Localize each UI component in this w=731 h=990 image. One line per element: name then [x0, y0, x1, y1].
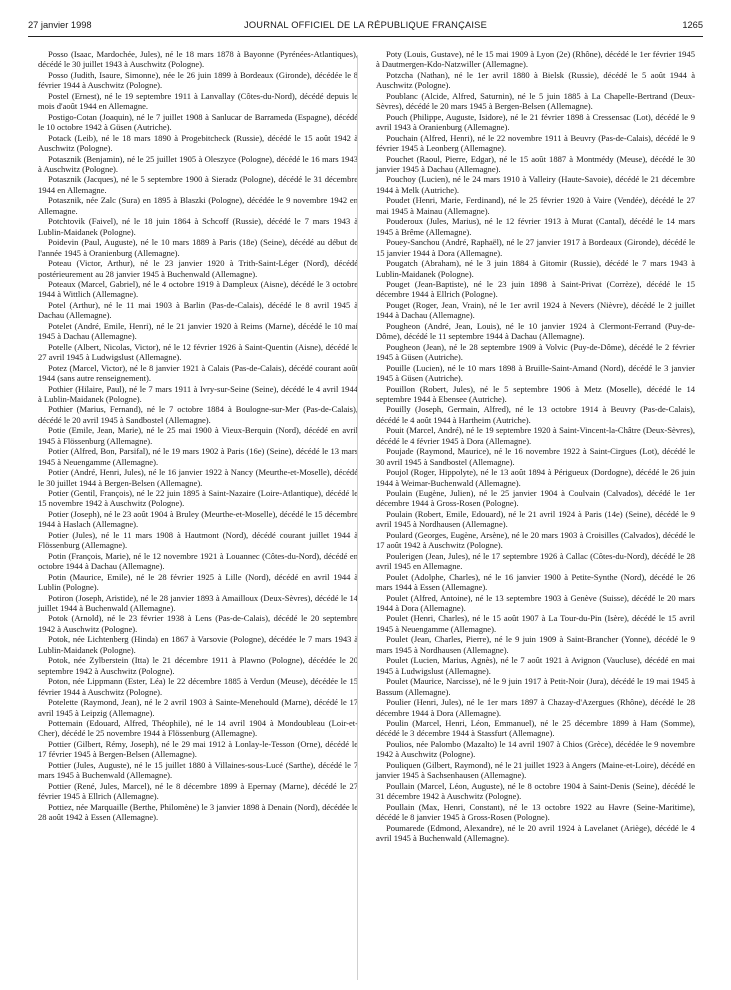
list-item: Poulin (Marcel, Henri, Léon, Emmanuel), né le 25 décembre 1899 à Ham (Somme), décédé le 3 décembre 1944 à Stassfurt (Allemagne). [376, 718, 695, 739]
list-item: Potez (Marcel, Victor), né le 8 janvier 1921 à Calais (Pas-de-Calais), décédé courant août 1944 (sans autre renseignement). [38, 362, 358, 384]
list-item: Postigo-Cotan (Joaquin), né le 7 juillet 1908 à Sanlucar de Barrameda (Espagne), décédé le 10 octobre 1942 à Güsen (Autriche). [38, 111, 358, 133]
list-item: Pouget (Roger, Jean, Vrain), né le 1er avril 1924 à Nevers (Nièvre), décédé le 2 juillet 1944 à Dachau (Allemagne). [376, 299, 695, 321]
list-item: Potasznik, née Zalc (Sura) en 1895 à Blaszki (Pologne), décédée le 9 novembre 1942 en Allemagne. [38, 195, 358, 216]
list-item: Poulet (Jean, Charles, Pierre), né le 9 juin 1909 à Saint-Brancher (Yonne), décédé le 9 mars 1945 à Nordhausen (Allemagne). [376, 634, 695, 655]
list-item: Postel (Ernest), né le 19 septembre 1911 à Lanvallay (Côtes-du-Nord), décédé depuis le mois d'août 1944 en Allemagne. [38, 90, 358, 112]
list-item: Poulain (Eugène, Julien), né le 25 janvier 1904 à Coulvain (Calvados), décédé le 1er décembre 1944 à Gross-Rosen (Pologne). [376, 488, 695, 509]
list-item: Poulerigen (Jean, Jules), né le 17 septembre 1926 à Callac (Côtes-du-Nord), décédé le 28 avril 1945 en Allemagne. [376, 550, 695, 572]
list-item: Pougheon (Jean), né le 28 septembre 1909 à Volvic (Puy-de-Dôme), décédé le 2 février 1945 à Güsen (Autriche). [376, 341, 695, 363]
list-item: Pouchoy (Lucien), né le 24 mars 1910 à Valleiry (Haute-Savoie), décédé le 21 décembre 1944 à Melk (Autriche). [376, 174, 695, 195]
list-item: Pouderoux (Jules, Marius), né le 12 février 1913 à Murat (Cantal), décédé le 14 mars 1945 à Brême (Allemagne). [376, 216, 695, 237]
list-item: Posso (Judith, Isaure, Simonne), née le 26 juin 1899 à Bordeaux (Gironde), décédée le 8 février 1944 à Auschwitz (Pologne). [38, 69, 358, 91]
left-column [38, 49, 358, 823]
list-item: Poullain (Max, Henri, Constant), né le 13 octobre 1922 au Havre (Seine-Maritime), décédé le 8 janvier 1945 à Gross-Rosen (Pologne). [376, 801, 695, 823]
list-item: Pothier (Marius, Fernand), né le 7 octobre 1884 à Boulogne-sur-Mer (Pas-de-Calais), décédé le 20 avril 1945 à Sandbostel (Allemagne). [38, 404, 358, 425]
list-item: Pougheon (André, Jean, Louis), né le 10 janvier 1924 à Clermont-Ferrand (Puy-de-Dôme), décédé le 11 septembre 1944 à Dachau (Allemagne). [376, 320, 695, 342]
list-item: Potier (Gentil, François), né le 22 juin 1895 à Saint-Nazaire (Loire-Atlantique), décédé le 15 novembre 1942 à Auschwitz (Pologne). [38, 488, 358, 509]
list-item: Poidevin (Paul, Auguste), né le 10 mars 1889 à Paris (18e) (Seine), décédé au début de l'année 1945 à Oranienburg (Allemagne). [38, 237, 358, 258]
list-item: Poulard (Georges, Eugène, Arsène), né le 20 mars 1903 à Croisilles (Calvados), décédé le 17 août 1942 à Auschwitz (Pologne). [376, 529, 695, 551]
list-item: Poublanc (Alcide, Alfred, Saturnin), né le 5 juin 1885 à La Chapelle-Bertrand (Deux-Sèvres), décédé le 20 mars 1945 à Bergen-Belsen (Allemagne). [376, 90, 695, 112]
list-item: Poteaux (Marcel, Gabriel), né le 4 octobre 1919 à Dampleux (Aisne), décédé le 3 octobre 1944 à Wittlich (Allemagne). [38, 278, 358, 300]
list-item: Pottier (Gilbert, Rémy, Joseph), né le 29 mai 1912 à Lonlay-le-Tesson (Orne), décédé le 17 février 1945 à Bergen-Belsen (Allemagne). [38, 738, 358, 760]
list-item: Posso (Isaac, Mardochée, Jules), né le 18 mars 1878 à Bayonne (Pyrénées-Atlantiques), décédé le 30 juillet 1943 à Auschwitz (Pologne). [38, 49, 358, 70]
list-item: Potier (André, Henri, Jules), né le 16 janvier 1922 à Nancy (Meurthe-et-Moselle), décédé le 30 juillet 1944 à Bergen-Belsen (Allemagne). [38, 467, 358, 488]
list-item: Potack (Leib), né le 18 mars 1890 à Progebitcheck (Russie), décédé le 15 août 1942 à Auschwitz (Pologne). [38, 132, 358, 154]
list-item: Pougatch (Abraham), né le 3 juin 1884 à Gitomir (Russie), décédé le 7 mars 1943 à Lublin-Maidanek (Pologne). [376, 258, 695, 279]
list-item: Potzcha (Nathan), né le 1er avril 1880 à Bielsk (Russie), décédé le 5 août 1944 à Auschwitz (Pologne). [376, 69, 695, 91]
list-item: Poulet (Maurice, Narcisse), né le 9 juin 1917 à Petit-Noir (Jura), décédé le 19 mai 1945 à Bassum (Allemagne). [376, 676, 695, 697]
list-item: Potin (Maurice, Emile), né le 28 février 1925 à Lille (Nord), décédé en avril 1944 à Lublin (Pologne). [38, 571, 358, 593]
list-item: Potelette (Raymond, Jean), né le 2 avril 1903 à Sainte-Menehould (Marne), décédé le 17 avril 1945 à Leipzig (Allemagne). [38, 697, 358, 718]
list-item: Poteau (Victor, Arthur), né le 23 janvier 1920 à Trith-Saint-Léger (Nord), décédé postérieurement au 28 janvier 1945 à Buchenwald (Allemagne). [38, 258, 358, 279]
list-item: Pouillon (Robert, Jules), né le 5 septembre 1906 à Metz (Moselle), décédé le 14 septembre 1944 à Ebensee (Autriche). [376, 383, 695, 404]
column-divider [357, 55, 358, 980]
list-item: Poujol (Roger, Hippolyte), né le 13 août 1894 à Périgueux (Dordogne), décédé le 26 juin 1944 à Weimar-Buchenwald (Allemagne). [376, 467, 695, 488]
list-item: Potok, née Lichtenberg (Hinda) en 1867 à Varsovie (Pologne), décédée le 7 mars 1943 à Lublin-Maidanek (Pologne). [38, 634, 358, 655]
list-item: Poulier (Henri, Jules), né le 1er mars 1897 à Chazay-d'Azergues (Rhône), décédé le 28 décembre 1944 à Dora (Allemagne). [376, 697, 695, 718]
list-item: Potiron (Joseph, Aristide), né le 28 janvier 1893 à Amailloux (Deux-Sèvres), décédé le 14 juillet 1944 à Buchenwald (Allemagne). [38, 592, 358, 614]
list-item: Pouille (Lucien), né le 10 mars 1898 à Bruille-Saint-Amand (Nord), décédé le 3 janvier 1945 à Güsen (Autriche). [376, 362, 695, 384]
list-item: Potasznik (Benjamin), né le 25 juillet 1905 à Oleszyce (Pologne), décédé le 16 mars 1943 à Auschwitz (Pologne). [38, 153, 358, 174]
list-item: Potie (Emile, Jean, Marie), né le 25 mai 1900 à Vieux-Berquin (Nord), décédé en avril 1945 à Flössenburg (Allemagne). [38, 425, 358, 446]
header-rule [28, 36, 703, 37]
list-item: Pouliquen (Gilbert, Raymond), né le 21 juillet 1923 à Angers (Maine-et-Loire), décédé en janvier 1945 à Sachsenhausen (Allemagne). [376, 759, 695, 781]
issue-date: 27 janvier 1998 [28, 20, 92, 30]
list-item: Pottier (René, Jules, Marcel), né le 8 décembre 1899 à Epernay (Marne), décédé le 27 février 1945 à Ellrich (Allemagne). [38, 780, 358, 802]
list-item: Potasznik (Jacques), né le 5 septembre 1900 à Sieradz (Pologne), décédé le 31 décembre 1944 en Allemagne. [38, 174, 358, 195]
list-item: Pothier (Hilaire, Paul), né le 7 mars 1911 à Ivry-sur-Seine (Seine), décédé le 4 avril 1944 à Lublin-Maidanek (Pologne). [38, 383, 358, 404]
list-item: Pouchet (Raoul, Pierre, Edgar), né le 15 août 1887 à Montmédy (Meuse), décédé le 30 janvier 1945 à Dachau (Allemagne). [376, 153, 695, 174]
list-item: Potelet (André, Emile, Henri), né le 21 janvier 1920 à Reims (Marne), décédé le 10 mai 1945 à Dachau (Allemagne). [38, 320, 358, 342]
list-item: Poton, née Lippmann (Ester, Léa) le 22 décembre 1885 à Verdun (Meuse), décédée le 15 février 1944 à Auschwitz (Pologne). [38, 676, 358, 697]
list-item: Poulain (Robert, Emile, Edouard), né le 21 avril 1924 à Paris (14e) (Seine), décédé le 9 avril 1945 à Nordhausen (Allemagne). [376, 508, 695, 530]
list-item: Poujade (Raymond, Maurice), né le 16 novembre 1922 à Saint-Cirgues (Lot), décédé le 30 avril 1945 à Sandbostel (Allemagne). [376, 446, 695, 467]
journal-title: JOURNAL OFFICIEL DE LA RÉPUBLIQUE FRANÇAISE [244, 20, 487, 30]
list-item: Potchtovik (Faivel), né le 18 juin 1864 à Schcoff (Russie), décédé le 7 mars 1943 à Lublin-Maidanek (Pologne). [38, 216, 358, 237]
list-item: Poulet (Adolphe, Charles), né le 16 janvier 1900 à Petite-Synthe (Nord), décédé le 26 mars 1944 à Essen (Allemagne). [376, 571, 695, 593]
list-item: Potin (François, Marie), né le 12 novembre 1921 à Louannec (Côtes-du-Nord), décédé en octobre 1944 à Dachau (Allemagne). [38, 550, 358, 572]
list-item: Pouget (Jean-Baptiste), né le 23 juin 1898 à Saint-Privat (Corrèze), décédé le 15 décembre 1944 à Ellrich (Pologne). [376, 278, 695, 300]
list-item: Potier (Alfred, Bon, Parsifal), né le 19 mars 1902 à Paris (16e) (Seine), décédé le 13 mars 1945 à Neuengamme (Allemagne). [38, 446, 358, 467]
list-item: Poulet (Lucien, Marius, Agnès), né le 7 août 1921 à Avignon (Vaucluse), décédé en mai 1945 à Ludwigslust (Allemagne). [376, 655, 695, 676]
list-item: Poumarede (Edmond, Alexandre), né le 20 avril 1924 à Lavelanet (Ariège), décédé le 4 avril 1945 à Buchenwald (Allemagne). [376, 822, 695, 843]
list-item: Potok, née Zylberstein (Itta) le 21 décembre 1911 à Plawno (Pologne), décédée le 20 septembre 1942 à Auschwitz (Pologne). [38, 655, 358, 676]
list-item: Pouchain (Alfred, Henri), né le 22 novembre 1911 à Beuvry (Pas-de-Calais), décédé le 9 février 1945 à Leonberg (Allemagne). [376, 132, 695, 154]
list-item: Poty (Louis, Gustave), né le 15 mai 1909 à Lyon (2e) (Rhône), décédé le 1er février 1945 à Dautmergen-Kdo-Natzwiller (Allemagne). [376, 49, 695, 70]
list-item: Pouey-Sanchou (André, Raphaël), né le 27 janvier 1917 à Bordeaux (Gironde), décédé le 15 janvier 1944 à Dora (Allemagne). [376, 237, 695, 258]
list-item: Potier (Jules), né le 11 mars 1908 à Hautmont (Nord), décédé courant juillet 1944 à Flössenburg (Allemagne). [38, 529, 358, 551]
list-item: Poulet (Alfred, Antoine), né le 13 septembre 1903 à Genève (Suisse), décédé le 20 mars 1944 à Dora (Allemagne). [376, 592, 695, 614]
list-item: Pouch (Philippe, Auguste, Isidore), né le 21 février 1898 à Cressensac (Lot), décédé le 9 avril 1943 à Oranienburg (Allemagne). [376, 111, 695, 133]
list-item: Pottier (Jules, Auguste), né le 15 juillet 1880 à Villaines-sous-Lucé (Sarthe), décédé le 7 mars 1945 à Buchenwald (Allemagne). [38, 759, 358, 781]
list-item: Pottemain (Edouard, Alfred, Théophile), né le 14 avril 1904 à Mondoubleau (Loir-et-Cher), décédé le 25 novembre 1944 à Flössenburg (Allemagne). [38, 718, 358, 739]
list-item: Pottiez, née Marquaille (Berthe, Philomène) le 3 janvier 1898 à Denain (Nord), décédée le 28 août 1942 à Essen (Allemagne). [38, 801, 358, 823]
list-item: Potel (Arthur), né le 11 mai 1903 à Barlin (Pas-de-Calais), décédé le 8 avril 1945 à Dachau (Allemagne). [38, 299, 358, 321]
right-column [376, 49, 695, 843]
list-item: Potok (Arnold), né le 23 février 1938 à Lens (Pas-de-Calais), décédé le 20 septembre 1942 à Auschwitz (Pologne). [38, 613, 358, 634]
list-item: Potier (Joseph), né le 23 août 1904 à Bruley (Meurthe-et-Moselle), décédé le 15 décembre 1944 à Haslach (Allemagne). [38, 508, 358, 530]
list-item: Poullain (Marcel, Léon, Auguste), né le 8 octobre 1904 à Saint-Denis (Seine), décédé le 31 décembre 1942 à Auschwitz (Pologne). [376, 780, 695, 802]
list-item: Potelle (Albert, Nicolas, Victor), né le 12 février 1926 à Saint-Quentin (Aisne), décédé le 27 avril 1945 à Ludwigslust (Allemagne). [38, 341, 358, 363]
list-item: Pouit (Marcel, André), né le 19 septembre 1920 à Saint-Vincent-la-Châtre (Deux-Sèvres), décédé le 4 février 1945 à Dora (Allemagne). [376, 425, 695, 446]
list-item: Poulet (Henri, Charles), né le 15 août 1907 à La Tour-du-Pin (Isère), décédé le 15 avril 1945 à Neuengamme (Allemagne). [376, 613, 695, 634]
list-item: Pouilly (Joseph, Germain, Alfred), né le 13 octobre 1914 à Beuvry (Pas-de-Calais), décédé le 4 août 1944 à Hartheim (Autriche). [376, 404, 695, 425]
list-item: Poudet (Henri, Marie, Ferdinand), né le 25 février 1920 à Vaire (Vendée), décédé le 27 mai 1945 à Mainau (Allemagne). [376, 195, 695, 216]
page-number: 1265 [682, 20, 703, 30]
page-header [28, 20, 703, 34]
list-item: Poulios, née Palombo (Mazalto) le 14 avril 1907 à Chios (Grèce), décédée le 9 novembre 1942 à Auschwitz (Pologne). [376, 738, 695, 760]
